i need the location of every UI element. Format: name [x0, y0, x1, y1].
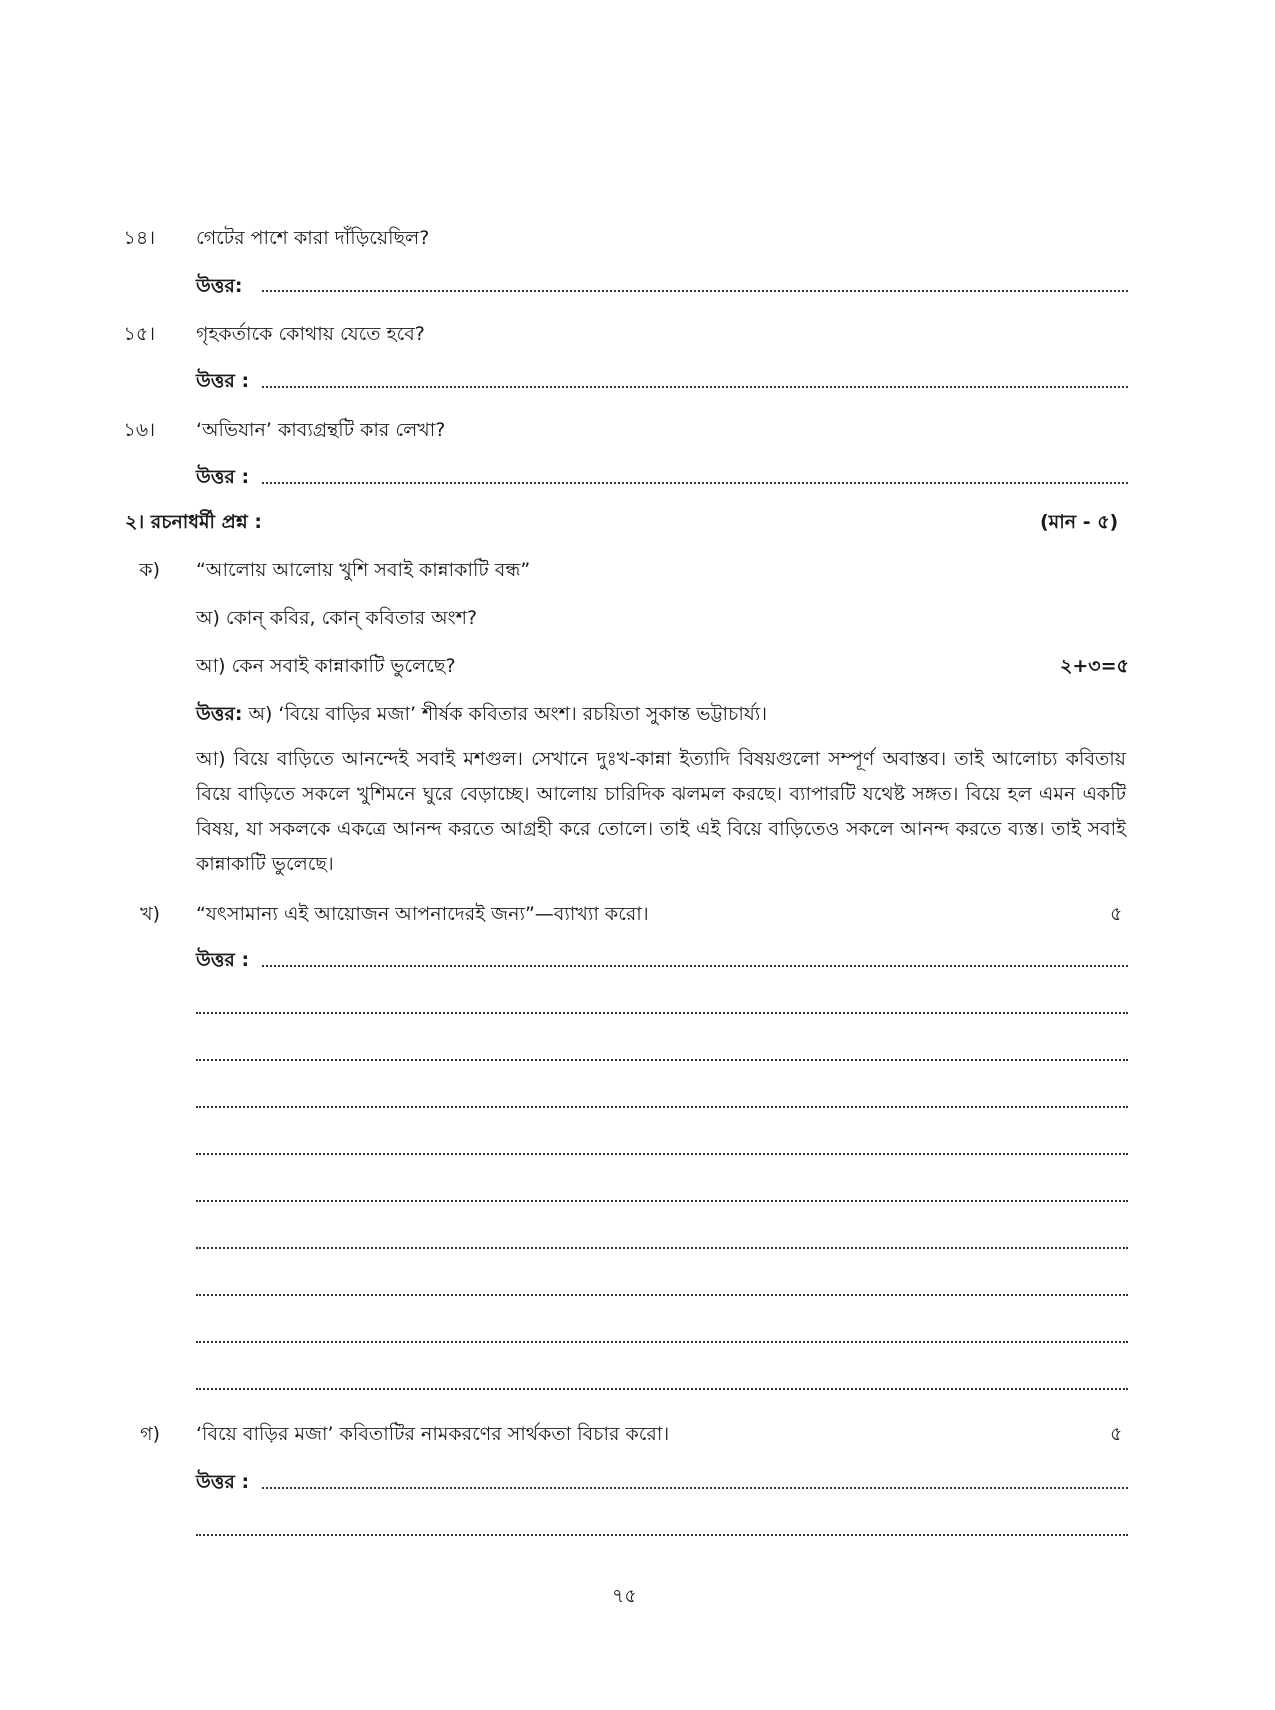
- question-label: খ): [140, 903, 160, 925]
- sub-question-aa: আ) কেন সবাই কান্নাকাটি ভুলেছে?: [196, 655, 456, 677]
- question-text: গেটের পাশে কারা দাঁড়িয়েছিল?: [196, 227, 430, 249]
- question-text: ‘বিয়ে বাড়ির মজা’ কবিতাটির নামকরণের সার্থকতা বিচার করো।: [196, 1423, 670, 1445]
- answer-label: উত্তর :: [196, 466, 250, 488]
- answer-line[interactable]: [262, 290, 1128, 292]
- answer-label: উত্তর:: [196, 275, 243, 297]
- sub-question-a: অ) কোন্ কবির, কোন্ কবিতার অংশ?: [196, 607, 478, 629]
- question-marks: ২+৩=৫: [1060, 655, 1129, 677]
- answer-a: [196, 700, 767, 732]
- answer-line[interactable]: [196, 1247, 1128, 1249]
- page-number: ৭৫: [612, 1585, 637, 1607]
- answer-line[interactable]: [196, 1294, 1128, 1296]
- answer-line[interactable]: [262, 1487, 1128, 1489]
- answer-line[interactable]: [196, 1059, 1128, 1061]
- question-number: ১৬।: [123, 419, 155, 441]
- answer-line[interactable]: [196, 1534, 1128, 1536]
- section-heading: ২। রচনাধর্মী প্রশ্ন :: [125, 511, 262, 533]
- answer-a-text: অ) ‘বিয়ে বাড়ির মজা’ শীর্ষক কবিতার অংশ। রচয়িতা সুকান্ত ভট্টাচার্য্য।: [248, 703, 768, 725]
- answer-line[interactable]: [196, 1200, 1128, 1202]
- question-number: ১৫।: [123, 323, 155, 345]
- answer-line[interactable]: [196, 1106, 1128, 1108]
- question-marks: ৫: [1110, 1423, 1123, 1445]
- question-text: “যৎসামান্য এই আয়োজন আপনাদেরই জন্য”—ব্যাখ্যা করো।: [196, 903, 649, 925]
- answer-line[interactable]: [262, 482, 1128, 484]
- answer-label: উত্তর :: [196, 949, 250, 971]
- question-number: ১৪।: [123, 227, 155, 249]
- answer-line[interactable]: [196, 1341, 1128, 1343]
- answer-line[interactable]: [262, 965, 1128, 967]
- question-text: ‘অভিযান’ কাব্যগ্রন্থটি কার লেখা?: [196, 419, 446, 441]
- answer-line[interactable]: [262, 386, 1128, 388]
- answer-line[interactable]: [196, 1153, 1128, 1155]
- answer-label: উত্তর :: [196, 370, 250, 392]
- question-label: ক): [139, 559, 160, 581]
- question-quote: “আলোয় আলোয় খুশি সবাই কান্নাকাটি বন্ধ”: [196, 559, 531, 581]
- question-marks: ৫: [1110, 903, 1123, 925]
- question-text: গৃহকর্তাকে কোথায় যেতে হবে?: [196, 323, 425, 345]
- question-label: গ): [140, 1423, 160, 1445]
- answer-aa-text: আ) বিয়ে বাড়িতে আনন্দেই সবাই মশগুল। সেখানে দুঃখ-কান্না ইত্যাদি বিষয়গুলো সম্পূর্ণ অবাস্তব। তাই আলোচ্য কবিতায় বিয়ে বাড়িতে সকলে খুশিমনে ঘুরে বেড়াচ্ছে। আলোয় চারিদিক ঝলমল করছে। ব্যাপারটি যথেষ্ট সঙ্গত। বিয়ে হল এমন একটি বিষয়, যা সকলকে একত্রে আনন্দ করতে আগ্রহী করে তোলে। তাই এই বিয়ে বাড়িতেও সকলে আনন্দ করতে ব্যস্ত। তাই সবাই কান্নাকাটি ভুলেছে।: [196, 748, 1126, 875]
- answer-line[interactable]: [196, 1388, 1128, 1390]
- answer-label: উত্তর:: [196, 703, 243, 725]
- section-marks: (মান - ৫): [1040, 511, 1119, 533]
- answer-line[interactable]: [196, 1012, 1128, 1014]
- answer-label: উত্তর :: [196, 1471, 250, 1493]
